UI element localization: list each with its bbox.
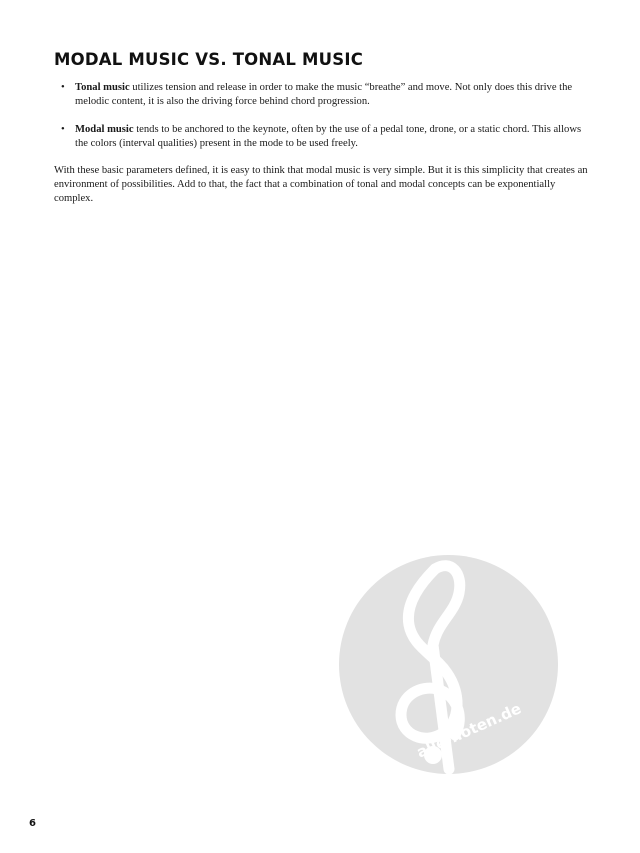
bullet-item-modal-music: [54, 123, 594, 151]
bullet-term: Modal music: [75, 124, 134, 135]
bullet-term: Tonal music: [75, 82, 130, 93]
page-number: 6: [29, 818, 36, 829]
body-paragraph: With these basic parameters defined, it is easy to think that modal music is very simple. But it is this simplicity that creates an environment of possibilities. Add to that, the fact that a combination of tonal and modal concepts can be exponentially complex.: [54, 165, 588, 204]
page-heading: MODAL MUSIC VS. TONAL MUSIC: [54, 50, 363, 69]
watermark-logo: [339, 555, 558, 774]
bullet-list: [54, 81, 594, 165]
bullet-item-tonal-music: [54, 81, 594, 109]
bullet-text: tends to be anchored to the keynote, often by the use of a pedal tone, drone, or a static chord. This allows the colors (interval qualities) present in the mode to be used freely.: [75, 124, 582, 149]
bullet-marker: •: [61, 82, 65, 93]
bullet-text: utilizes tension and release in order to make the music “breathe” and move. Not only does this drive the melodic content, it is also the driving force behind chord progression.: [75, 82, 573, 107]
bullet-marker: •: [61, 124, 65, 135]
watermark-text: alle-noten.de: [413, 699, 524, 762]
